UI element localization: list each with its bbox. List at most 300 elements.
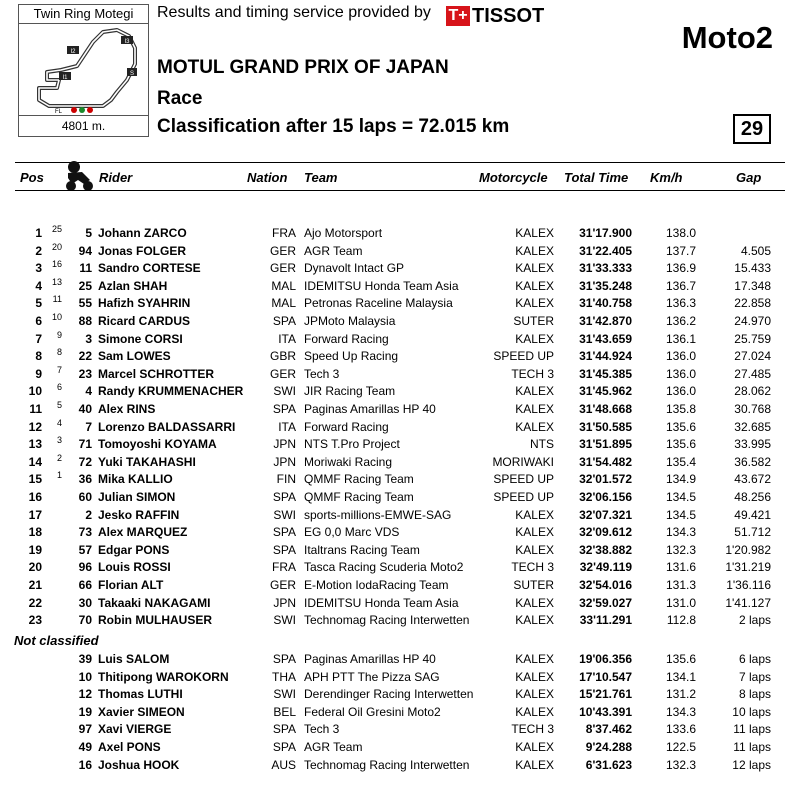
svg-text:I1: I1 <box>62 75 68 81</box>
rider-number-cell: 88 <box>78 314 92 328</box>
rider-name-cell: Xavier SIMEON <box>98 704 185 719</box>
position-cell: 19 <box>28 542 42 557</box>
total-time-cell: 9'24.288 <box>585 740 632 754</box>
gap-cell: 27.024 <box>734 349 771 364</box>
team-cell: IDEMITSU Honda Team Asia <box>304 278 459 293</box>
table-row <box>0 508 800 525</box>
grid-position-cell: 4 <box>56 417 62 428</box>
team-cell: QMMF Racing Team <box>304 490 414 504</box>
grid-position-cell: 8 <box>56 347 62 358</box>
table-row <box>0 560 800 577</box>
rider-name-cell: Xavi VIERGE <box>98 722 172 737</box>
nation-cell: THA <box>272 669 296 684</box>
team-cell: Ajo Motorsport <box>304 226 383 240</box>
rider-name-cell: Ricard CARDUS <box>98 314 191 328</box>
speed-cell: 122.5 <box>665 740 696 754</box>
grid-position-cell: 1 <box>56 470 62 481</box>
position-cell: 21 <box>28 578 42 592</box>
rider-number-cell: 72 <box>78 454 92 469</box>
gap-cell: 11 laps <box>733 722 771 737</box>
position-cell: 15 <box>28 472 42 487</box>
rider-name-cell: Jesko RAFFIN <box>98 507 180 522</box>
nation-cell: AUS <box>271 757 296 772</box>
position-cell: 2 <box>35 243 42 258</box>
nation-cell: SPA <box>272 314 296 328</box>
rider-number-cell: 55 <box>78 296 92 311</box>
nation-cell: ITA <box>278 331 296 346</box>
position-cell: 6 <box>35 314 42 328</box>
total-time-cell: 31'40.758 <box>579 296 632 311</box>
motorcycle-cell: KALEX <box>515 507 554 522</box>
speed-cell: 132.3 <box>665 757 696 772</box>
speed-cell: 131.2 <box>665 687 696 702</box>
team-cell: Technomag Racing Interwetten <box>304 757 470 772</box>
team-cell: Tech 3 <box>304 722 340 737</box>
motorcycle-cell: KALEX <box>515 419 554 434</box>
table-row <box>0 314 800 331</box>
gap-cell: 32.685 <box>734 419 771 434</box>
gap-cell: 36.582 <box>734 454 771 469</box>
grid-position-cell: 6 <box>56 382 62 393</box>
rider-name-cell: Jonas FOLGER <box>98 243 187 258</box>
header-bottom-rule <box>15 190 785 191</box>
grid-position-cell: 10 <box>51 312 62 322</box>
svg-text:S: S <box>129 71 135 77</box>
position-cell: 23 <box>28 613 42 628</box>
team-cell: Moriwaki Racing <box>304 454 393 469</box>
rider-number-cell: 22 <box>78 349 92 364</box>
nation-cell: GBR <box>269 349 296 364</box>
rider-name-cell: Axel PONS <box>98 740 161 754</box>
table-row <box>0 722 800 739</box>
team-cell: Speed Up Racing <box>304 349 399 364</box>
rider-number-cell: 2 <box>85 507 92 522</box>
table-row <box>0 437 800 454</box>
rider-name-cell: Tomoyoshi KOYAMA <box>98 437 217 452</box>
tissot-wordmark: TISSOT <box>472 4 545 27</box>
nation-cell: FIN <box>276 472 296 487</box>
rider-number-cell: 16 <box>78 757 92 772</box>
grid-position-cell: 13 <box>51 276 62 287</box>
motorcycle-cell: KALEX <box>515 525 554 540</box>
track-name: Twin Ring Motegi <box>19 5 148 24</box>
nation-cell: GER <box>269 578 296 592</box>
position-cell: 9 <box>35 366 42 381</box>
rider-name-cell: Simone CORSI <box>98 331 183 346</box>
table-row <box>0 276 800 296</box>
motorcycle-cell: MORIWAKI <box>492 454 554 469</box>
table-row <box>0 349 800 366</box>
nation-cell: JPN <box>273 437 296 452</box>
rider-name-cell: Julian SIMON <box>98 490 176 504</box>
total-time-cell: 31'43.659 <box>579 331 632 346</box>
nation-cell: SPA <box>272 652 296 666</box>
rider-name-cell: Johann ZARCO <box>98 226 187 240</box>
rider-name-cell: Robin MULHAUSER <box>98 613 212 628</box>
position-cell: 8 <box>35 349 42 364</box>
track-map-image <box>19 24 148 117</box>
gap-cell: 17.348 <box>734 278 771 293</box>
total-time-cell: 31'50.585 <box>579 419 632 434</box>
nation-cell: SPA <box>272 722 296 737</box>
table-row <box>0 402 800 419</box>
position-cell: 16 <box>28 490 42 504</box>
total-time-cell: 32'38.882 <box>579 542 632 557</box>
total-time-cell: 31'44.924 <box>579 349 632 364</box>
rider-name-cell: Joshua HOOK <box>98 757 180 772</box>
speed-cell: 132.3 <box>665 542 696 557</box>
gap-cell: 7 laps <box>738 669 771 684</box>
team-cell: Paginas Amarillas HP 40 <box>304 652 436 666</box>
motorcycle-cell: KALEX <box>515 331 554 346</box>
position-cell: 20 <box>28 560 42 575</box>
speed-cell: 136.0 <box>665 349 696 364</box>
table-row <box>0 670 800 687</box>
rider-icon <box>62 158 96 192</box>
gap-cell: 22.858 <box>734 296 771 311</box>
total-time-cell: 31'22.405 <box>579 243 632 258</box>
team-cell: Federal Oil Gresini Moto2 <box>304 704 441 719</box>
team-cell: Tech 3 <box>304 366 340 381</box>
col-rider: Rider <box>99 170 133 185</box>
rider-number-cell: 19 <box>78 704 92 719</box>
total-time-cell: 31'33.333 <box>579 261 632 276</box>
motorcycle-cell: KALEX <box>515 243 554 258</box>
table-row <box>0 384 800 401</box>
svg-text:I2: I2 <box>70 49 76 55</box>
motorcycle-cell: KALEX <box>515 613 554 628</box>
gap-cell: 51.712 <box>734 525 771 540</box>
speed-cell: 136.9 <box>665 261 696 276</box>
total-time-cell: 6'31.623 <box>585 757 632 772</box>
gap-cell: 12 laps <box>732 757 771 772</box>
rider-number-cell: 30 <box>78 595 92 610</box>
motorcycle-cell: KALEX <box>515 687 554 702</box>
rider-number-cell: 96 <box>78 560 92 575</box>
table-row <box>0 241 800 261</box>
grid-position-cell: 20 <box>51 241 62 252</box>
table-row <box>0 596 800 613</box>
rider-name-cell: Florian ALT <box>98 578 164 592</box>
rider-number-cell: 70 <box>78 613 92 628</box>
total-time-cell: 31'48.668 <box>579 402 632 416</box>
total-time-cell: 32'01.572 <box>579 472 632 487</box>
speed-cell: 137.7 <box>665 243 696 258</box>
speed-cell: 134.1 <box>665 669 696 684</box>
speed-cell: 131.3 <box>665 578 696 592</box>
total-time-cell: 32'59.027 <box>579 595 632 610</box>
event-title: MOTUL GRAND PRIX OF JAPAN <box>157 57 449 78</box>
total-time-cell: 32'09.612 <box>579 525 632 540</box>
team-cell: AGR Team <box>304 740 363 754</box>
grid-position-cell: 7 <box>56 364 62 375</box>
not-classified-label: Not classified <box>14 633 99 648</box>
rider-name-cell: Marcel SCHROTTER <box>98 366 215 381</box>
rider-number-cell: 3 <box>85 331 92 346</box>
col-kmh: Km/h <box>650 170 683 185</box>
speed-cell: 136.0 <box>665 384 696 399</box>
speed-cell: 134.9 <box>665 472 696 487</box>
total-time-cell: 33'11.291 <box>579 613 632 628</box>
svg-text:FL: FL <box>55 109 63 115</box>
nation-cell: GER <box>269 261 296 276</box>
motorcycle-cell: SPEED UP <box>493 349 554 364</box>
rider-number-cell: 10 <box>78 669 92 684</box>
motorcycle-cell: TECH 3 <box>511 722 554 737</box>
motorcycle-cell: TECH 3 <box>511 366 554 381</box>
nation-cell: GER <box>269 243 296 258</box>
gap-cell: 43.672 <box>734 472 771 487</box>
rider-number-cell: 94 <box>78 243 92 258</box>
motorcycle-cell: SUTER <box>513 578 554 592</box>
rider-number-cell: 11 <box>79 261 92 276</box>
svg-text:I3: I3 <box>124 39 130 45</box>
team-cell: Tasca Racing Scuderia Moto2 <box>304 560 464 575</box>
motorcycle-cell: KALEX <box>515 226 554 240</box>
gap-cell: 11 laps <box>733 740 771 754</box>
speed-cell: 135.4 <box>665 454 696 469</box>
nation-cell: SWI <box>273 507 296 522</box>
motorcycle-cell: KALEX <box>515 278 554 293</box>
speed-cell: 112.8 <box>666 613 696 628</box>
position-cell: 17 <box>28 507 42 522</box>
table-row <box>0 226 800 243</box>
col-gap: Gap <box>736 170 762 185</box>
total-time-cell: 32'06.156 <box>579 490 632 504</box>
nation-cell: FRA <box>272 226 296 240</box>
nation-cell: SPA <box>272 542 296 557</box>
rider-number-cell: 4 <box>85 384 92 399</box>
position-cell: 10 <box>28 384 42 399</box>
position-cell: 11 <box>29 402 42 416</box>
speed-cell: 135.6 <box>665 437 696 452</box>
nation-cell: SWI <box>273 613 296 628</box>
position-cell: 14 <box>28 454 42 469</box>
total-time-cell: 31'42.870 <box>579 314 632 328</box>
motorcycle-cell: KALEX <box>515 704 554 719</box>
gap-cell: 2 laps <box>738 613 771 628</box>
table-row <box>0 525 800 542</box>
motorcycle-cell: KALEX <box>515 595 554 610</box>
total-time-cell: 19'06.356 <box>579 652 632 666</box>
team-cell: AGR Team <box>304 243 363 258</box>
position-cell: 4 <box>35 278 42 293</box>
rider-name-cell: Alex MARQUEZ <box>98 525 188 540</box>
position-cell: 1 <box>35 226 42 240</box>
speed-cell: 134.5 <box>665 490 696 504</box>
motorcycle-cell: NTS <box>530 437 554 452</box>
rider-number-cell: 36 <box>78 472 92 487</box>
speed-cell: 135.8 <box>665 402 696 416</box>
rider-name-cell: Alex RINS <box>98 402 156 416</box>
position-cell: 18 <box>28 525 42 540</box>
table-row <box>0 543 800 560</box>
rider-name-cell: Louis ROSSI <box>98 560 171 575</box>
rider-name-cell: Randy KRUMMENACHER <box>98 384 244 399</box>
speed-cell: 133.6 <box>665 722 696 737</box>
gap-cell: 27.485 <box>734 366 771 381</box>
position-cell: 13 <box>28 437 42 452</box>
team-cell: NTS T.Pro Project <box>304 437 400 452</box>
table-row <box>0 578 800 595</box>
position-cell: 7 <box>35 331 42 346</box>
nation-cell: SPA <box>272 402 296 416</box>
nation-cell: SWI <box>273 687 296 702</box>
nation-cell: FRA <box>272 560 296 575</box>
motorcycle-cell: KALEX <box>515 384 554 399</box>
motorcycle-cell: KALEX <box>515 652 554 666</box>
track-info-box <box>18 4 149 137</box>
gap-cell: 10 laps <box>732 704 771 719</box>
table-row <box>0 329 800 349</box>
total-time-cell: 31'35.248 <box>579 278 632 293</box>
speed-cell: 134.5 <box>665 507 696 522</box>
rider-number-cell: 25 <box>78 278 92 293</box>
rider-name-cell: Edgar PONS <box>98 542 170 557</box>
nation-cell: SPA <box>272 490 296 504</box>
gap-cell: 1'31.219 <box>725 560 771 575</box>
total-time-cell: 31'17.900 <box>579 226 632 240</box>
nation-cell: ITA <box>278 419 296 434</box>
team-cell: Forward Racing <box>304 419 389 434</box>
track-length: 4801 m. <box>19 115 148 136</box>
team-cell: Petronas Raceline Malaysia <box>304 296 453 311</box>
rider-number-cell: 57 <box>78 542 92 557</box>
rider-name-cell: Hafizh SYAHRIN <box>98 296 191 311</box>
table-row <box>0 652 800 669</box>
rider-name-cell: Sam LOWES <box>98 349 171 364</box>
tissot-logo <box>446 5 544 27</box>
rider-number-cell: 5 <box>85 226 92 240</box>
nation-cell: MAL <box>271 278 296 293</box>
gap-cell: 25.759 <box>734 331 771 346</box>
rider-name-cell: Yuki TAKAHASHI <box>98 454 196 469</box>
rider-number-cell: 60 <box>78 490 92 504</box>
team-cell: Technomag Racing Interwetten <box>304 613 470 628</box>
speed-cell: 136.3 <box>665 296 696 311</box>
rider-name-cell: Takaaki NAKAGAMI <box>98 595 211 610</box>
nation-cell: SPA <box>272 740 296 754</box>
table-row <box>0 490 800 507</box>
nation-cell: GER <box>269 366 296 381</box>
total-time-cell: 10'43.391 <box>579 704 632 719</box>
motorcycle-cell: TECH 3 <box>511 560 554 575</box>
gap-cell: 8 laps <box>738 687 771 702</box>
rider-number-cell: 40 <box>78 402 92 416</box>
rider-name-cell: Sandro CORTESE <box>98 261 201 276</box>
speed-cell: 135.6 <box>665 652 696 666</box>
nation-cell: SWI <box>273 384 296 399</box>
col-motorcycle: Motorcycle <box>479 170 548 185</box>
round-number: 29 <box>733 114 771 144</box>
rider-number-cell: 12 <box>78 687 92 702</box>
position-cell: 3 <box>35 261 42 276</box>
team-cell: Forward Racing <box>304 331 389 346</box>
grid-position-cell: 25 <box>51 224 62 234</box>
motorcycle-cell: KALEX <box>515 261 554 276</box>
grid-position-cell: 9 <box>56 329 62 340</box>
speed-cell: 136.0 <box>665 366 696 381</box>
gap-cell: 1'20.982 <box>725 542 771 557</box>
speed-cell: 134.3 <box>665 525 696 540</box>
gap-cell: 1'36.116 <box>726 578 771 592</box>
rider-name-cell: Thomas LUTHI <box>98 687 183 702</box>
rider-name-cell: Thitipong WAROKORN <box>98 669 229 684</box>
rider-name-cell: Azlan SHAH <box>98 278 168 293</box>
team-cell: Derendinger Racing Interwetten <box>304 687 474 702</box>
rider-number-cell: 39 <box>78 652 92 666</box>
total-time-cell: 31'54.482 <box>579 454 632 469</box>
motorcycle-cell: KALEX <box>515 402 554 416</box>
classification-title: Classification after 15 laps = 72.015 km <box>157 116 510 137</box>
col-total-time: Total Time <box>564 170 629 185</box>
gap-cell: 1'41.127 <box>725 595 771 610</box>
table-row <box>0 296 800 313</box>
position-cell: 5 <box>35 296 42 311</box>
rider-number-cell: 97 <box>78 722 92 737</box>
team-cell: sports-millions-EMWE-SAG <box>304 507 452 522</box>
team-cell: APH PTT The Pizza SAG <box>304 669 440 684</box>
grid-position-cell: 5 <box>56 400 62 410</box>
table-row <box>0 613 800 630</box>
table-row <box>0 261 800 278</box>
nation-cell: JPN <box>273 595 296 610</box>
speed-cell: 136.7 <box>665 278 696 293</box>
speed-cell: 131.6 <box>665 560 696 575</box>
gap-cell: 48.256 <box>734 490 771 504</box>
total-time-cell: 31'45.385 <box>579 366 632 381</box>
team-cell: E-Motion IodaRacing Team <box>304 578 449 592</box>
team-cell: JIR Racing Team <box>304 384 396 399</box>
rider-number-cell: 49 <box>78 740 92 754</box>
nation-cell: JPN <box>273 454 296 469</box>
motorcycle-cell: KALEX <box>515 296 554 311</box>
total-time-cell: 17'10.547 <box>579 669 632 684</box>
gap-cell: 49.421 <box>734 507 771 522</box>
table-row <box>0 472 800 489</box>
table-row <box>0 452 800 472</box>
total-time-cell: 32'54.016 <box>579 578 632 592</box>
position-cell: 12 <box>28 419 42 434</box>
nation-cell: BEL <box>273 704 296 719</box>
col-pos: Pos <box>20 170 44 185</box>
rider-number-cell: 73 <box>78 525 92 540</box>
speed-cell: 134.3 <box>665 704 696 719</box>
gap-cell: 15.433 <box>734 261 771 276</box>
total-time-cell: 31'45.962 <box>579 384 632 399</box>
rider-number-cell: 71 <box>78 437 92 452</box>
total-time-cell: 32'49.119 <box>579 560 632 575</box>
team-cell: Italtrans Racing Team <box>304 542 420 557</box>
header-top-rule <box>15 162 785 163</box>
grid-position-cell: 2 <box>56 452 62 463</box>
team-cell: Dynavolt Intact GP <box>304 261 405 276</box>
gap-cell: 6 laps <box>738 652 771 666</box>
speed-cell: 135.6 <box>665 419 696 434</box>
position-cell: 22 <box>28 595 42 610</box>
nation-cell: MAL <box>271 296 296 311</box>
rider-name-cell: Mika KALLIO <box>98 472 173 487</box>
team-cell: QMMF Racing Team <box>304 472 414 487</box>
motorcycle-cell: KALEX <box>515 669 554 684</box>
table-row <box>0 364 800 384</box>
timing-provider-text: Results and timing service provided by <box>157 4 431 21</box>
category-title: Moto2 <box>681 20 773 55</box>
rider-name-cell: Lorenzo BALDASSARRI <box>98 419 236 434</box>
rider-number-cell: 66 <box>78 578 92 592</box>
team-cell: JPMoto Malaysia <box>304 314 396 328</box>
table-row <box>0 758 800 775</box>
